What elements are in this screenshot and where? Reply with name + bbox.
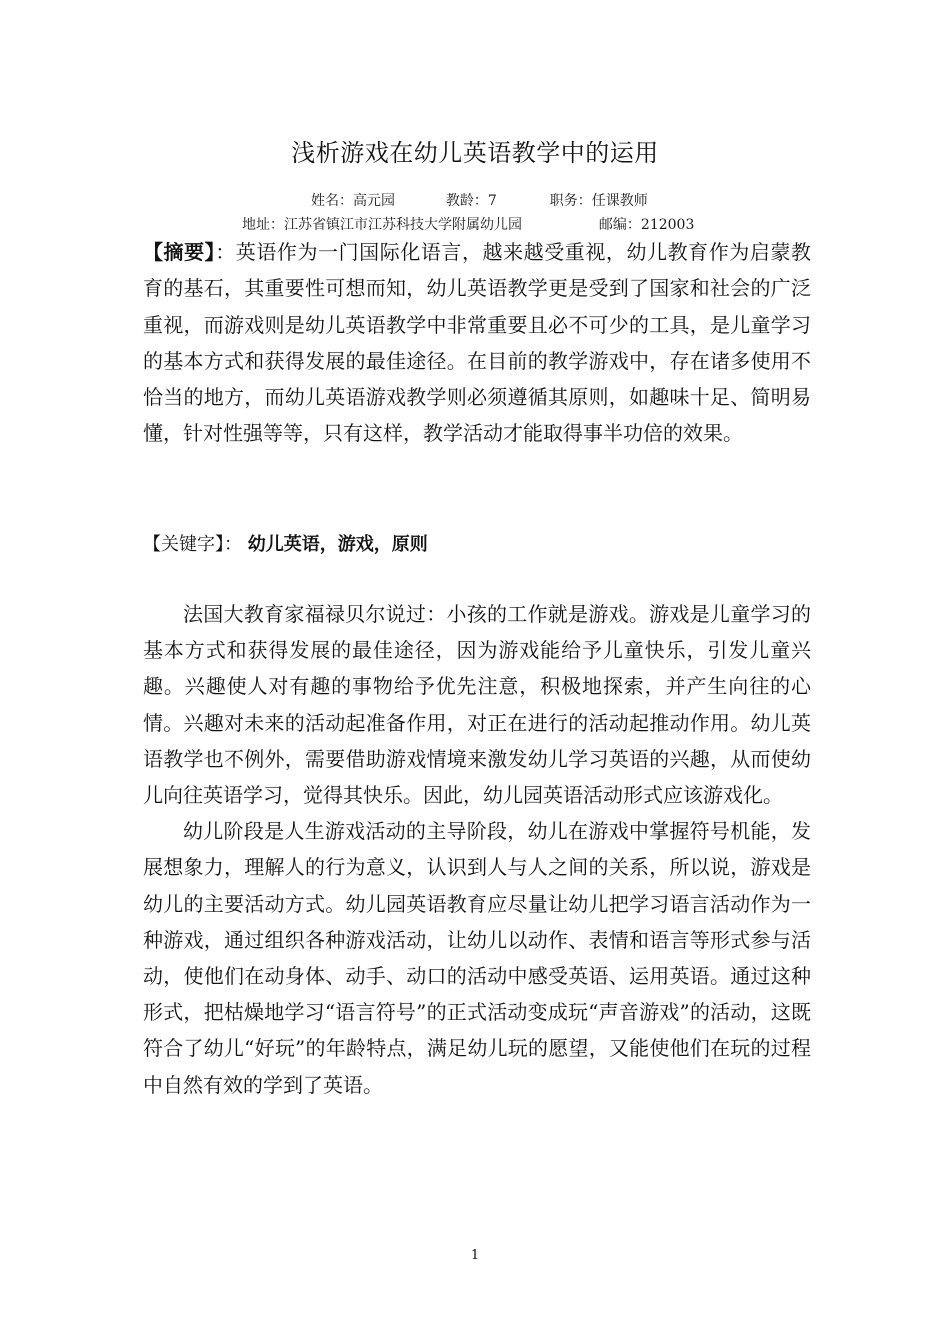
author-name: 高元园 bbox=[353, 193, 395, 209]
paragraph: 幼儿阶段是人生游戏活动的主导阶段，幼儿在游戏中掌握符号机能，发展想象力，理解人的行为意义，认识到人与人之间的关系，所以说，游戏是幼儿的主要活动方式。幼儿园英语教育应尽量让幼儿把学习语言活动作为一种游戏，通过组织各种游戏活动，让幼儿以动作、表情和语言等形式参与活动，使他们在动身体、动手、动口的活动中感受英语、运用英语。通过这种形式，把枯燥地学习“语言符号”的正式活动变成玩“声音游戏”的活动，这既符合了幼儿“好玩”的年龄特点，满足幼儿玩的愿望，又能使他们在玩的过程中自然有效的学到了英语。 bbox=[143, 819, 811, 1097]
name-label: 姓名： bbox=[311, 193, 353, 209]
address-info-line bbox=[242, 214, 694, 234]
author-info-line bbox=[311, 190, 648, 210]
address-label: 地址： bbox=[242, 217, 284, 233]
keywords-value: 幼儿英语，游戏，原则 bbox=[247, 534, 428, 555]
abstract bbox=[143, 234, 811, 452]
teaching-age: 7 bbox=[487, 193, 497, 209]
position: 任课教师 bbox=[591, 193, 648, 209]
teaching-age-label: 教龄： bbox=[445, 193, 488, 209]
paragraph: 法国大教育家福禄贝尔说过：小孩的工作就是游戏。游戏是儿童学习的基本方式和获得发展的最佳途径，因为游戏能给予儿童快乐，引发儿童兴趣。兴趣使人对有趣的事物给予优先注意，积极地探索，并产生向往的心情。兴趣对未来的活动起准备作用，对正在进行的活动起推动作用。幼儿英语教学也不例外，需要借助游戏情境来激发幼儿学习英语的兴趣，从而使幼儿向往英语学习，觉得其快乐。因此，幼儿园英语活动形式应该游戏化。 bbox=[143, 602, 811, 808]
postcode-label: 邮编： bbox=[598, 217, 641, 233]
position-label: 职务： bbox=[549, 193, 592, 209]
postcode: 212003 bbox=[640, 217, 695, 233]
page-title: 浅析游戏在幼儿英语教学中的运用 bbox=[291, 139, 659, 167]
page-number: 1 bbox=[470, 1248, 480, 1263]
keywords bbox=[143, 530, 428, 556]
body-text bbox=[143, 596, 811, 1103]
abstract-label: 【摘要】 bbox=[143, 240, 216, 264]
address: 江苏省镇江市江苏科技大学附属幼儿园 bbox=[284, 217, 522, 233]
abstract-text: ：英语作为一门国际化语言，越来越受重视，幼儿教育作为启蒙教育的基石，其重要性可想而知，幼儿英语教学更是受到了国家和社会的广泛重视，而游戏则是幼儿英语教学中非常重要且必不可少的工具，是儿童学习的基本方式和获得发展的最佳途径。在目前的教学游戏中，存在诸多使用不恰当的地方，而幼儿英语游戏教学则必须遵循其原则，如趣味十足、简明易懂，针对性强等等，只有这样，教学活动才能取得事半功倍的效果。 bbox=[143, 240, 811, 446]
keywords-label: 【关键字】： bbox=[143, 534, 242, 555]
